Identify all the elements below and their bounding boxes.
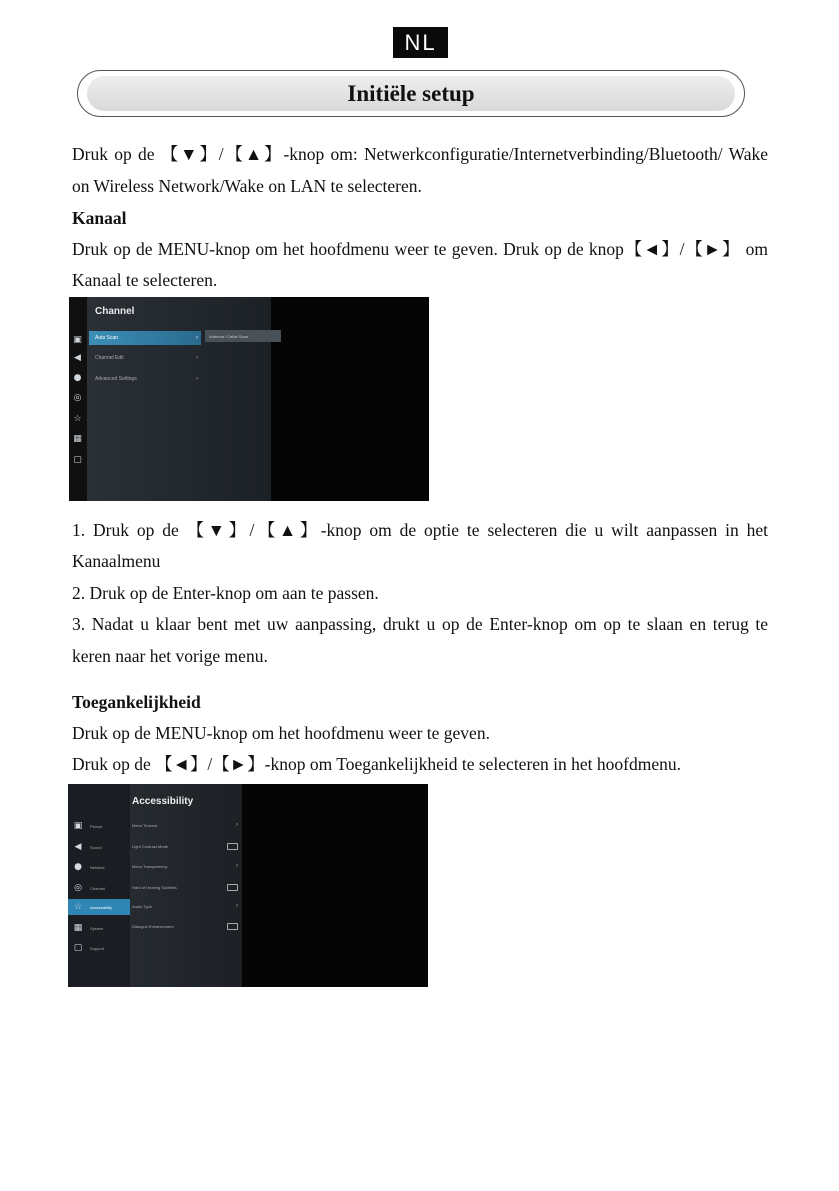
step-3-line-1: 3. Nadat u klaar bent met uw aanpassing, drukt u op de Enter-knop om op te slaan en terug te [72, 614, 768, 634]
step-1-line-1: 1. Druk op de 【▼】/【▲】-knop om de optie te selecteren die u wilt aanpassen in het [72, 520, 768, 540]
nav-label: Support [90, 945, 105, 951]
chevron-right-icon: › [236, 822, 238, 828]
system-icon: ▦ [73, 434, 82, 444]
menu-item-label: Channel Edit [95, 355, 124, 361]
toggle-icon [227, 923, 238, 930]
setting-row [132, 839, 240, 853]
accessibility-menu-screenshot [68, 784, 428, 987]
kanaal-line-2: Kanaal te selecteren. [72, 270, 218, 290]
menu-item-label: Auto Scan [95, 335, 119, 341]
support-icon: ▢ [73, 455, 82, 465]
picture-icon: ▣ [73, 335, 82, 345]
chevron-right-icon: › [196, 355, 198, 361]
nav-item-system [68, 920, 130, 936]
channel-icon: ◎ [73, 393, 82, 403]
accessibility-menu-title: Accessibility [132, 796, 194, 807]
channel-menu-screenshot [69, 297, 429, 501]
setting-label: Audio Type [132, 903, 152, 909]
network-icon: ● [74, 862, 82, 872]
icon-rail [69, 297, 87, 501]
submenu-item: Antenna / Cable Scan [205, 330, 281, 342]
page-title: Initiële setup [347, 80, 475, 106]
sound-icon: ◀ [74, 353, 81, 363]
nav-item-picture [68, 818, 130, 834]
chevron-right-icon: › [196, 335, 198, 341]
step-2: 2. Druk op de Enter-knop om aan te passen. [72, 583, 379, 603]
toegankelijkheid-line-2: Druk op de 【◄】/【►】-knop om Toegankelijkheid te selecteren in het hoofdmenu. [72, 754, 681, 774]
nav-item-channel [68, 880, 130, 896]
setting-label: Menu Transparency [132, 863, 168, 869]
chevron-right-icon: › [236, 903, 238, 909]
system-icon: ▦ [73, 923, 83, 933]
setting-label: Hard of Hearing Subtitles [132, 884, 177, 890]
nav-label: Sound [90, 844, 102, 850]
channel-menu-title: Channel [95, 306, 135, 317]
toegankelijkheid-line-1: Druk op de MENU-knop om het hoofdmenu weer te geven. [72, 723, 490, 743]
menu-item-auto-scan [89, 331, 201, 345]
step-3-line-2: keren naar het vorige menu. [72, 646, 268, 666]
nav-label: System [90, 925, 104, 931]
toggle-icon [227, 843, 238, 850]
nav-label: Accessibility [90, 904, 112, 910]
step-1-line-2: Kanaalmenu [72, 551, 161, 571]
setting-label: Light Contrast Mode [132, 843, 169, 849]
setting-label: Dialogue Enhancement [132, 923, 174, 929]
menu-item-advanced-settings [89, 372, 201, 386]
kanaal-line-1: Druk op de MENU-knop om het hoofdmenu weer te geven. Druk op de knop【◄】/【►】 om [72, 239, 768, 259]
chevron-right-icon: › [196, 376, 198, 382]
channel-panel [87, 297, 271, 501]
intro-line-1: Druk op de 【▼】/【▲】-knop om: Netwerkconfiguratie/Internetverbinding/Bluetooth/ Wake [72, 144, 768, 164]
toggle-icon [227, 884, 238, 891]
nav-item-support [68, 940, 130, 956]
setting-row [132, 919, 240, 933]
nav-item-accessibility [68, 899, 130, 915]
menu-item-channel-edit [89, 351, 201, 365]
section-banner [77, 70, 745, 117]
nav-label: Channel [90, 885, 105, 891]
menu-item-label: Advanced Settings [95, 376, 137, 382]
accessibility-icon: ☆ [73, 902, 83, 912]
nav-item-network [68, 859, 130, 875]
support-icon: ▢ [73, 943, 83, 953]
setting-row [132, 818, 240, 832]
setting-label: Menu Timeout [132, 822, 158, 828]
channel-icon: ◎ [74, 883, 82, 893]
setting-row [132, 880, 240, 894]
sound-icon: ◀ [74, 842, 82, 852]
language-badge: NL [393, 27, 448, 58]
nav-label: Picture [90, 823, 103, 829]
kanaal-heading: Kanaal [72, 208, 127, 228]
accessibility-icon: ☆ [73, 414, 82, 424]
nav-label: Network [90, 864, 105, 870]
setting-row [132, 899, 240, 913]
picture-icon: ▣ [73, 821, 83, 831]
section-banner-inner [87, 76, 735, 111]
network-icon: ● [73, 373, 82, 383]
nav-item-sound [68, 839, 130, 855]
chevron-right-icon: › [236, 863, 238, 869]
toegankelijkheid-heading: Toegankelijkheid [72, 692, 201, 712]
intro-line-2: on Wireless Network/Wake on LAN te selecteren. [72, 176, 422, 196]
setting-row [132, 859, 240, 873]
